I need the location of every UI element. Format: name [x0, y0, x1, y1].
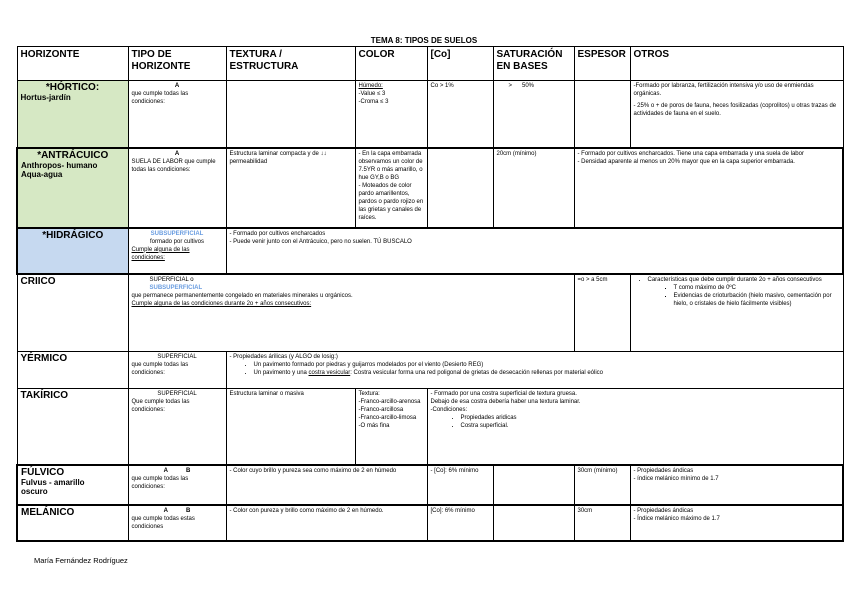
row-hidragico — [17, 228, 843, 274]
cell-horizonte — [17, 352, 128, 389]
horizon-name: MELÁNICO — [21, 506, 75, 518]
desc-item: • Un pavimento formado por piedras y guijarros modelados por el viento (Desierto REG) — [254, 361, 840, 369]
otros-line: - Propiedades ándicas — [633, 467, 694, 474]
cell-espesor: 30cm (mínimo) — [574, 465, 630, 505]
horizon-etymology: oscuro — [21, 486, 48, 496]
cell-textura: Estructura laminar compacta y de ↓↓ permeabilidad — [226, 148, 355, 228]
textura-item: -O más fina — [358, 423, 390, 430]
cell-horizonte — [17, 228, 128, 274]
row-yermico — [17, 352, 843, 389]
desc-line: que permanece permanentemente congelado en materiales minerales u orgánicos. — [131, 292, 353, 299]
cell-tipo — [128, 228, 226, 274]
row-criico — [17, 274, 843, 352]
otros-line: Debajo de esa costra debería haber una textura laminar. — [430, 399, 581, 406]
tipo-text: SUELA DE LABOR que cumple todas las condiciones: — [131, 158, 216, 173]
cell-otros — [427, 389, 843, 465]
horizon-etymology: Fulvus - amarillo — [21, 477, 85, 487]
desc-item-text: : Costra vesicular forma una red poligonal de grietas de desecación rellenas por material eólico — [350, 370, 604, 377]
tipo-text: que cumple todas las condiciones: — [131, 362, 189, 377]
tipo-condition: Cumple alguna de las condiciones: — [131, 246, 190, 261]
otros-subitem: ▪ T como máximo de 0ºC — [674, 284, 840, 292]
cell-saturacion — [493, 465, 574, 505]
header-tipo: TIPO DE HORIZONTE — [128, 47, 226, 81]
tipo-text: que cumple todas las condiciones: — [131, 475, 189, 490]
cell-otros — [630, 274, 843, 352]
cell-color — [355, 148, 427, 228]
desc-item — [254, 369, 840, 377]
color-heading: Húmedo: — [358, 83, 383, 89]
header-horizonte: HORIZONTE — [17, 47, 128, 81]
cell-descripcion — [226, 228, 843, 274]
cell-espesor: 30cm — [574, 505, 630, 541]
row-melanico — [17, 505, 843, 541]
color-line: - En la capa embarrada observamos un color de 7.5YR o más amarillo, o hue GY,B o BG — [358, 150, 423, 181]
desc-line: - Puede venir junto con el Antrácuico, pero no suelen. TÚ BUSCALO — [229, 238, 412, 245]
cell-horizonte — [17, 505, 128, 541]
row-fulvico — [17, 465, 843, 505]
horizon-name: YÉRMICO — [20, 353, 68, 364]
cell-textura — [226, 81, 355, 148]
cell-tipo — [128, 352, 226, 389]
otros-line: - Formado por cultivos encharcados. Tiene una capa embarrada y una suela de labor — [577, 150, 804, 157]
cell-saturacion: 20cm (mínimo) — [493, 148, 574, 228]
tipo-letter: A — [174, 83, 180, 89]
header-row — [17, 47, 843, 81]
row-antracuico — [17, 148, 843, 228]
tipo-superficial: SUPERFICIAL — [157, 391, 197, 397]
tipo-superficial: SUPERFICIAL — [157, 354, 197, 360]
cell-textura: Estructura laminar o masiva — [226, 389, 355, 465]
cell-co: [Co]: 6% mínimo — [427, 505, 493, 541]
row-takirico — [17, 389, 843, 465]
tipo-text: Que cumple todas las condiciones: — [131, 399, 190, 414]
otros-item: • Propiedades aridicas — [461, 414, 840, 422]
desc-list — [230, 361, 840, 377]
desc-item-text: Un pavimento y una — [253, 370, 309, 377]
horizon-name: TAKÍRICO — [20, 390, 69, 401]
otros-line: - índice melánico mínimo de 1.7 — [633, 475, 719, 482]
otros-line: - 25% o + de poros de fauna, heces fosilizadas (coprolitos) u otras trazas de actividades de fauna en el suelo. — [633, 103, 837, 118]
tipo-text: que cumple todas las condiciones: — [131, 91, 189, 106]
otros-line: - Índice melánico máximo de 1.7 — [633, 515, 720, 522]
otros-item: • Características que debe cumplir durante 2o + años consecutivos — [648, 276, 840, 284]
horizon-name: *HIDRÁGICO — [42, 229, 104, 241]
horizon-name: FÚLVICO — [21, 466, 65, 478]
cell-color — [355, 389, 427, 465]
tipo-superficial: SUPERFICIAL o — [149, 276, 194, 283]
otros-line: - Densidad aparente al menos un 20% mayor que en la capa superior embarrada. — [577, 158, 795, 165]
header-otros: OTROS — [630, 47, 843, 81]
textura-item: -Franco-arcillo-limosa — [358, 415, 417, 422]
horizon-name: *HÓRTICO: — [45, 82, 100, 93]
tipo-letter: A — [174, 150, 180, 157]
textura-heading: Textura: — [358, 391, 380, 397]
cell-otros — [630, 505, 843, 541]
cell-horizonte — [17, 148, 128, 228]
header-textura: TEXTURA / ESTRUCTURA — [226, 47, 355, 81]
cell-saturacion — [493, 81, 574, 148]
tipo-letter: A B — [163, 467, 191, 474]
color-value: -Value ≤ 3 — [358, 91, 386, 98]
horizon-name: CRIICO — [20, 275, 56, 287]
saturation-value: > 50% — [508, 83, 535, 89]
otros-line: - Propiedades ándicas — [633, 507, 694, 514]
cell-tipo — [128, 389, 226, 465]
cell-horizonte — [17, 389, 128, 465]
soil-horizons-table — [16, 46, 844, 542]
cell-descripcion — [226, 352, 843, 389]
otros-line: - Formado por una costra superficial de textura gruesa. — [430, 391, 577, 397]
cell-textura-color: - Color con pureza y brillo como máximo de 2 en húmedo. — [226, 505, 427, 541]
textura-item: -Franco-arcillo-arenosa — [358, 399, 421, 406]
cell-espesor — [574, 81, 630, 148]
header-co: [Co] — [427, 47, 493, 81]
horizon-name: *ANTRÁCUICO — [37, 149, 109, 161]
header-espesor: ESPESOR — [574, 47, 630, 81]
color-line: - Moteados de color pardo amarillentos, pardos o pardo rojizo en las grietas y canales de raíces. — [358, 182, 424, 222]
desc-line: - Propiedades árilicas (y ALGO de losig:) — [229, 354, 338, 360]
cell-tipo — [128, 505, 226, 541]
otros-list — [431, 414, 840, 430]
otros-item: • Costra superficial. — [461, 422, 840, 430]
otros-subitem: ▪ Evidencias de crioturbación (hielo masivo, cementación por hielo, o cristales de hielo fácilmente visibles) — [674, 292, 840, 308]
row-hortico — [17, 81, 843, 148]
cell-horizonte — [17, 274, 128, 352]
cell-horizonte — [17, 81, 128, 148]
horizon-etymology: Aqua-agua — [21, 169, 63, 179]
cell-co — [427, 148, 493, 228]
author-name: María Fernández Rodríguez — [34, 556, 128, 565]
cell-horizonte — [17, 465, 128, 505]
desc-line: - Formado por cultivos encharcados — [229, 230, 326, 237]
color-croma: -Croma ≤ 3 — [358, 99, 389, 106]
cell-textura-color: - Color cuyo brillo y pureza sea como máximo de 2 en húmedo — [226, 465, 427, 505]
header-saturacion: SATURACIÓN EN BASES — [493, 47, 574, 81]
cell-co: Co > 1% — [427, 81, 493, 148]
cell-tipo — [128, 81, 226, 148]
cell-saturacion — [493, 505, 574, 541]
tipo-text: formado por cultivos — [149, 238, 205, 245]
document-title: TEMA 8: TIPOS DE SUELOS — [370, 36, 478, 45]
horizon-etymology: Anthropos- humano — [21, 160, 98, 170]
horizon-etymology: Hortus-jardín — [20, 93, 71, 102]
cell-tipo — [128, 148, 226, 228]
cell-tipo — [128, 465, 226, 505]
header-color: COLOR — [355, 47, 427, 81]
otros-line: -Condiciones: — [430, 407, 468, 414]
tipo-text: que cumple todas estas condiciones — [131, 515, 195, 530]
tipo-subsuperficial: SUBSUPERFICIAL — [150, 230, 204, 237]
tipo-subsuperficial: SUBSUPERFICIAL — [149, 284, 203, 291]
cell-otros — [630, 81, 843, 148]
cell-color — [355, 81, 427, 148]
cell-co: - [Co]: 6% mínimo — [427, 465, 493, 505]
desc-condition: Cumple alguna de las condiciones durante 2o + años consecutivos: — [131, 300, 312, 307]
cell-otros — [630, 465, 843, 505]
desc-item-underlined: costra vesicular — [308, 370, 351, 377]
otros-sublist — [634, 284, 840, 308]
textura-item: -Franco-arcillosa — [358, 407, 404, 414]
tipo-letter: A B — [163, 507, 191, 514]
cell-otros — [574, 148, 843, 228]
cell-espesor: =o > a 5cm — [574, 274, 630, 352]
otros-list — [634, 276, 840, 284]
cell-tipo-descripcion — [128, 274, 574, 352]
otros-line: -Formado por labranza, fertilización intensiva y/o uso de enmiendas orgánicas. — [633, 83, 814, 98]
